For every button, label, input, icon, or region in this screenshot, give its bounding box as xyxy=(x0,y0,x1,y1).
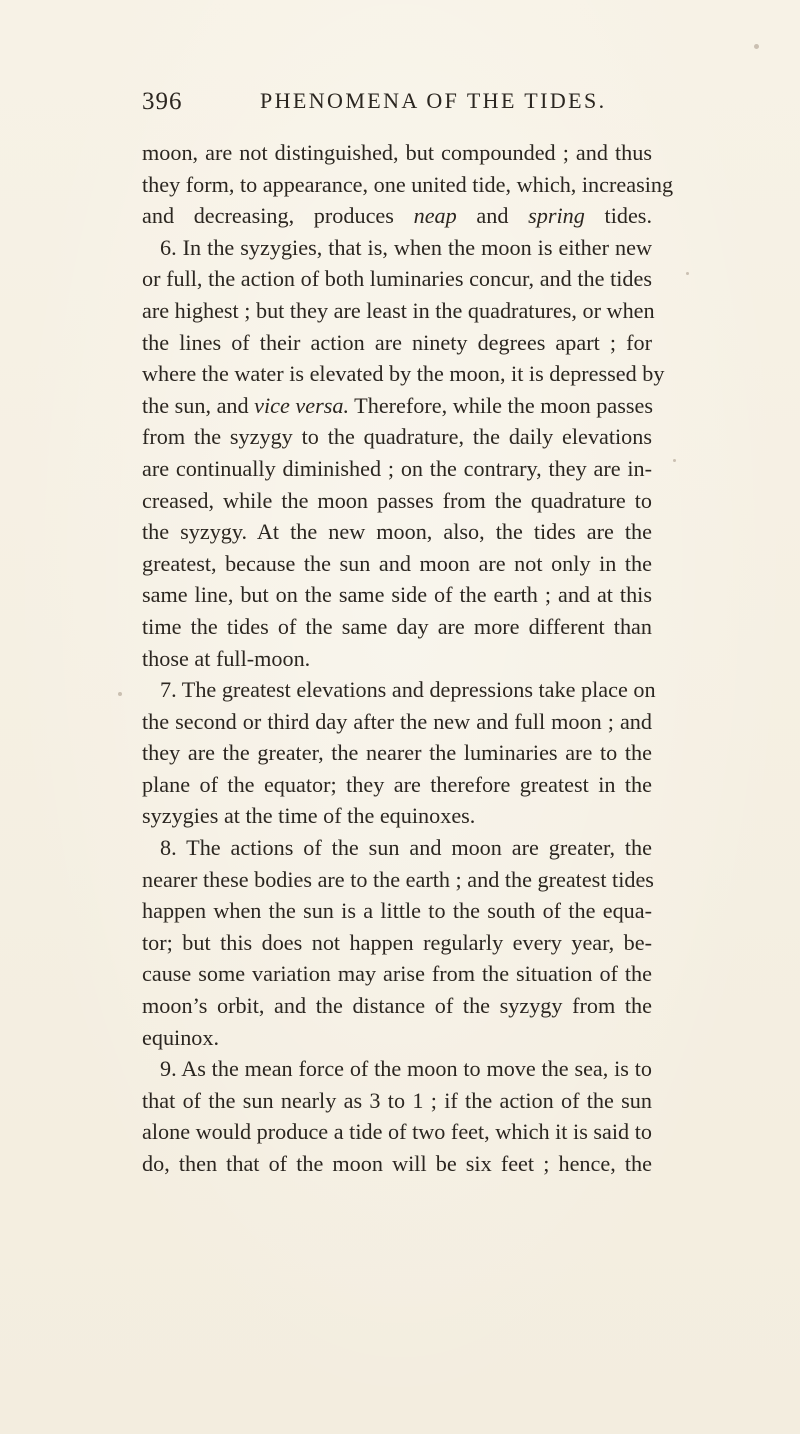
text-line: that of the sun nearly as 3 to 1 ; if the action of the sun xyxy=(142,1087,652,1113)
text-line: where the water is elevated by the moon, it is depressed by xyxy=(142,361,665,387)
text-line: nearer these bodies are to the earth ; and the greatest tides xyxy=(142,866,654,892)
text-line: they are the greater, the nearer the luminaries are to the xyxy=(142,740,652,766)
italic-term: vice versa. xyxy=(254,392,350,418)
text-run: and decreasing, produces xyxy=(142,203,414,229)
text-line xyxy=(142,200,652,232)
paper-speck xyxy=(754,44,759,49)
text-line: tor; but this does not happen regularly every year, be- xyxy=(142,929,652,955)
text-line: time the tides of the same day are more different than xyxy=(142,613,652,639)
text-line: alone would produce a tide of two feet, which it is said to xyxy=(142,1119,652,1145)
text-line: greatest, because the sun and moon are not only in the xyxy=(142,550,652,576)
text-line: same line, but on the same side of the earth ; and at this xyxy=(142,582,652,608)
text-line: moon, are not distinguished, but compounded ; and thus xyxy=(142,140,652,165)
paragraph-start-line: 7. The greatest elevations and depressions take place on xyxy=(160,677,656,703)
paper-speck xyxy=(686,272,689,275)
text-run: and xyxy=(456,203,529,229)
paper-speck xyxy=(118,692,122,696)
italic-term: neap xyxy=(413,203,457,229)
paragraph-start-line: 9. As the mean force of the moon to move the sea, is to xyxy=(160,1056,652,1082)
paragraph-start-line: 8. The actions of the sun and moon are greater, the xyxy=(160,835,652,861)
italic-term: spring xyxy=(528,203,585,229)
paragraph-end-line: those at full-moon. xyxy=(142,645,311,671)
paragraph-start-line: 6. In the syzygies, that is, when the moon is either new xyxy=(160,234,652,260)
text-line: or full, the action of both luminaries concur, and the tides xyxy=(142,266,652,292)
running-head: PHENOMENA OF THE TIDES. xyxy=(260,88,607,113)
text-line: from the syzygy to the quadrature, the daily elevations xyxy=(142,424,652,450)
text-line: happen when the sun is a little to the south of the equa- xyxy=(142,898,652,924)
text-line: are continually diminished ; on the contrary, they are in- xyxy=(142,455,652,481)
text-line: creased, while the moon passes from the quadrature to xyxy=(142,487,652,513)
paper-speck xyxy=(673,459,676,462)
text-line: the second or third day after the new and full moon ; and xyxy=(142,708,652,734)
text-line: are highest ; but they are least in the quadratures, or when xyxy=(142,297,655,323)
text-line: do, then that of the moon will be six feet ; hence, the xyxy=(142,1151,652,1176)
text-line xyxy=(142,390,652,422)
text-run: tides. xyxy=(584,203,652,229)
text-line: plane of the equator; they are therefore greatest in the xyxy=(142,771,652,797)
page-number: 396 xyxy=(142,88,183,115)
body-text xyxy=(142,137,674,1180)
page-header xyxy=(142,88,652,124)
text-line: moon’s orbit, and the distance of the syzygy from the xyxy=(142,993,652,1019)
paragraph-end-line: equinox. xyxy=(142,1024,220,1050)
text-line: the syzygy. At the new moon, also, the tides are the xyxy=(142,519,652,545)
text-line: they form, to appearance, one united tide, which, increasing xyxy=(142,171,674,197)
text-line: the lines of their action are ninety degrees apart ; for xyxy=(142,329,652,355)
text-run: the sun, and xyxy=(142,392,255,418)
text-line: cause some variation may arise from the situation of the xyxy=(142,961,652,987)
text-run: Therefore, while the moon passes xyxy=(349,392,653,418)
paragraph-end-line: syzygies at the time of the equinoxes. xyxy=(142,803,476,829)
